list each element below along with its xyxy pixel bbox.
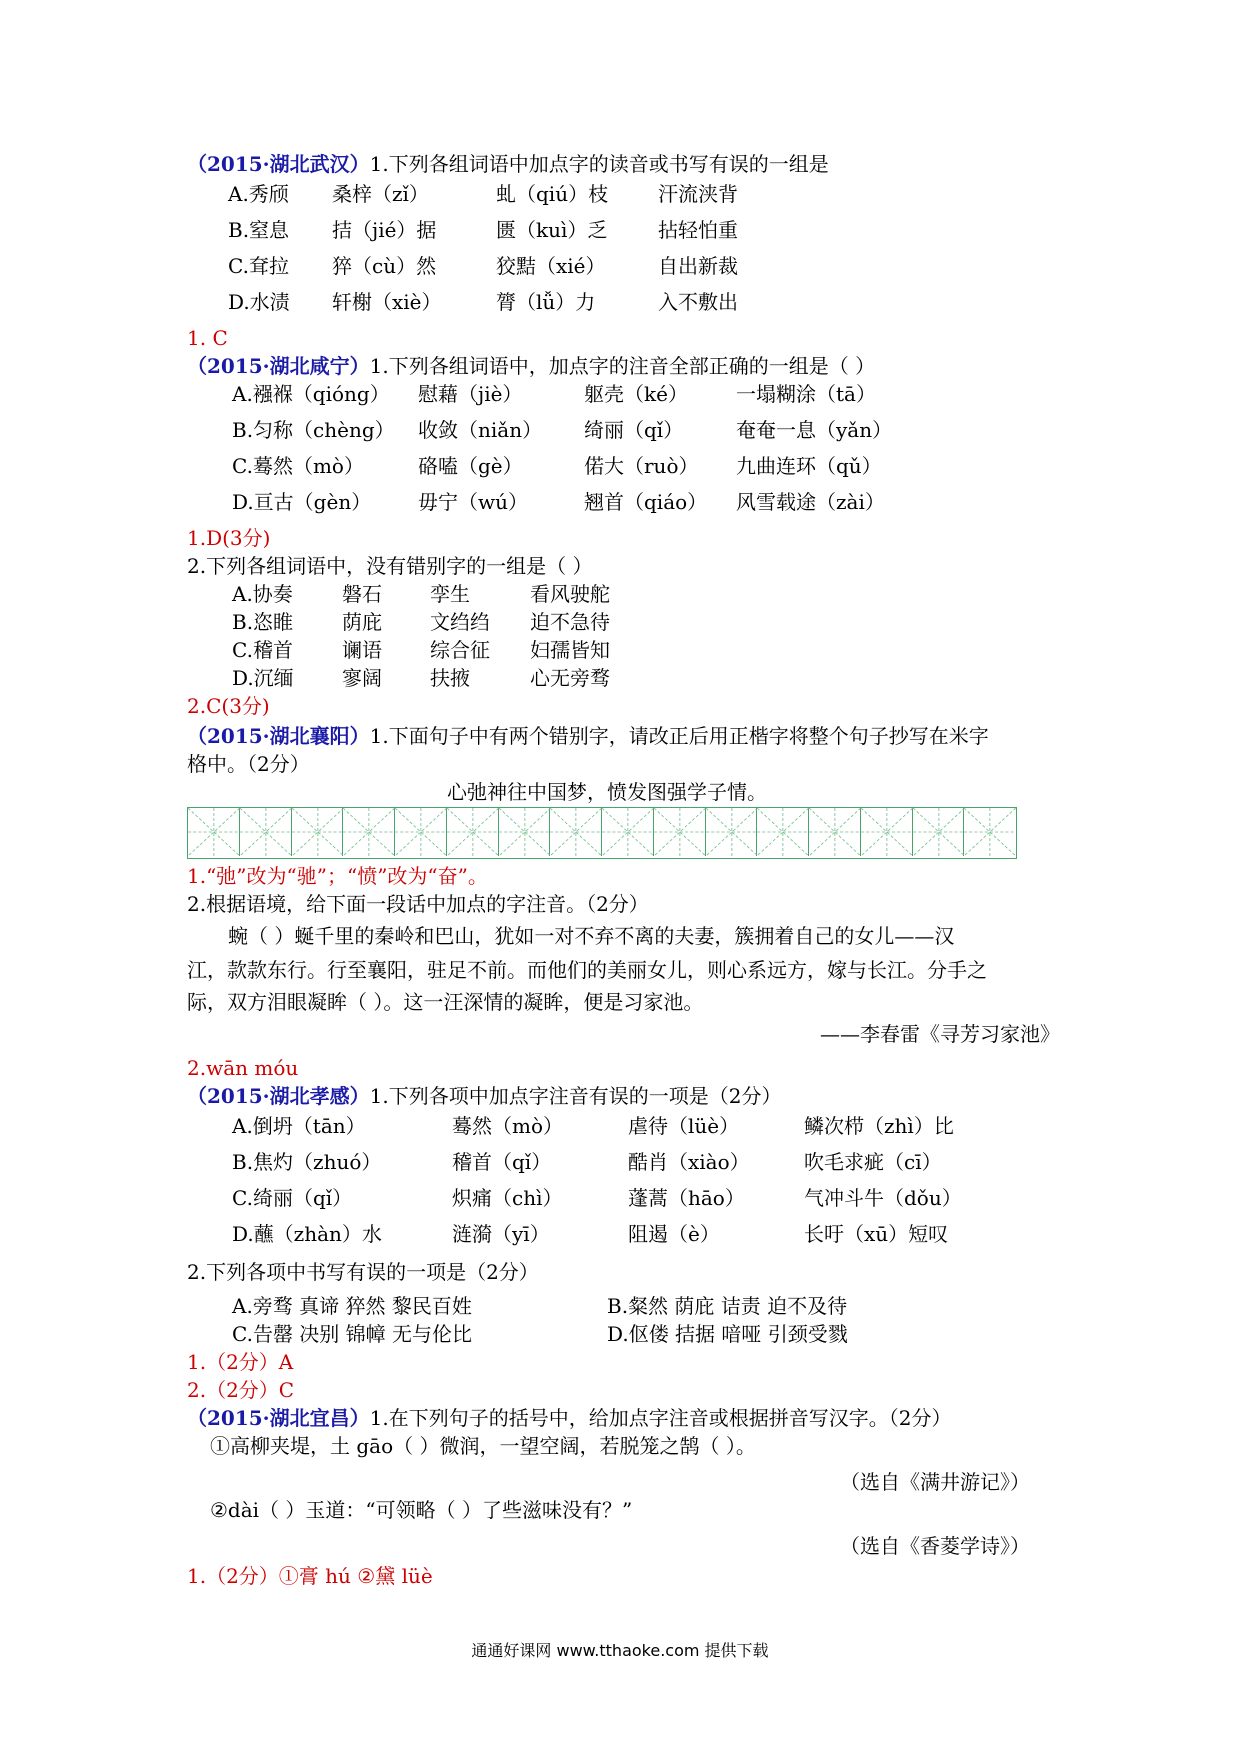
source-tag: （2015·湖北武汉） xyxy=(187,152,370,176)
option-cell: 猝（cù）然 xyxy=(332,254,437,278)
passage-line: 江，款款东行。行至襄阳，驻足不前。而他们的美丽女儿，则心系远方，嫁与长江。分手之 xyxy=(187,958,987,982)
question-text: 格中。（2分） xyxy=(187,752,310,776)
question-xianning-1 xyxy=(187,352,875,380)
option-cell: A.倒坍（tān） xyxy=(232,1114,366,1138)
option-cell: 荫庇 xyxy=(342,610,382,634)
option-cell: 收敛（niǎn） xyxy=(418,418,543,442)
option-cell: 文绉绉 xyxy=(430,610,490,634)
question-text: 2.下列各项中书写有误的一项是（2分） xyxy=(187,1260,539,1284)
question-xiaogan-1 xyxy=(187,1082,781,1110)
question-yichang-1 xyxy=(187,1404,951,1432)
grid-cell xyxy=(447,808,499,856)
grid-cell xyxy=(602,808,654,856)
option-cell: B.匀称（chèng） xyxy=(232,418,395,442)
option-cell: 酷肖（xiào） xyxy=(628,1150,750,1174)
passage-source: （选自《满井游记》） xyxy=(840,1470,1030,1494)
option-cell: 奄奄一息（yǎn） xyxy=(736,418,893,442)
question-text: 2.根据语境，给下面一段话中加点的字注音。（2分） xyxy=(187,892,649,916)
answer: 1.D(3分) xyxy=(187,526,271,550)
answer: 1.（2分）①膏 hú ②黛 lüè xyxy=(187,1564,433,1588)
option-cell: 轩榭（xiè） xyxy=(332,290,442,314)
grid-cell xyxy=(654,808,706,856)
grid-cell xyxy=(240,808,292,856)
option-cell: 妇孺皆知 xyxy=(530,638,610,662)
question-text: 1.下列各组词语中加点字的读音或书写有误的一组是 xyxy=(369,152,829,176)
passage-line: 蜿（ ）蜒千里的秦岭和巴山，犹如一对不弃不离的夫妻，簇拥着自己的女儿——汉 xyxy=(228,924,955,948)
grid-cell xyxy=(861,808,913,856)
option-cell: A.协奏 xyxy=(232,582,293,606)
option-cell: 偌大（ruò） xyxy=(584,454,699,478)
option-cell: 长吁（xū）短叹 xyxy=(804,1222,949,1246)
option-cell: 吹毛求疵（cī） xyxy=(804,1150,942,1174)
grid-cell xyxy=(395,808,447,856)
option-cell: 慰藉（jiè） xyxy=(418,382,523,406)
answer: 2.C(3分) xyxy=(187,694,270,718)
exercise-sentence: 心弛神往中国梦，愤发图强学子情。 xyxy=(447,780,767,804)
option-cell: 汗流浃背 xyxy=(658,182,738,206)
answer: 2.wān móu xyxy=(187,1056,299,1080)
source-tag: （2015·湖北孝感） xyxy=(187,1084,370,1108)
option-cell: B.焦灼（zhuó） xyxy=(232,1150,382,1174)
option-cell: 磐石 xyxy=(342,582,382,606)
option-cell: 拈轻怕重 xyxy=(658,218,738,242)
question-text: 1.下列各组词语中，加点字的注音全部正确的一组是（ ） xyxy=(369,354,876,378)
option-row: B.粲然 荫庇 诘责 迫不及待 xyxy=(607,1294,848,1318)
option-cell: 蓦然（mò） xyxy=(452,1114,564,1138)
grid-cell xyxy=(499,808,551,856)
page-footer: 通通好课网 www.tthaoke.com 提供下载 xyxy=(471,1641,769,1660)
option-cell: 入不敷出 xyxy=(658,290,738,314)
option-cell: 综合征 xyxy=(430,638,490,662)
option-cell: D.沉缅 xyxy=(232,666,294,690)
exercise-sentence: ①高柳夹堤，土 gāo（ ）微润，一望空阔，若脱笼之鹄（ ）。 xyxy=(210,1434,756,1458)
answer: 2.（2分）C xyxy=(187,1378,295,1402)
option-row: D.伛偻 拮据 喑哑 引颈受戮 xyxy=(607,1322,848,1346)
source-tag: （2015·湖北襄阳） xyxy=(187,724,370,748)
option-row: A.旁骛 真谛 猝然 黎民百姓 xyxy=(232,1294,472,1318)
option-cell: 炽痛（chì） xyxy=(452,1186,563,1210)
source-tag: （2015·湖北咸宁） xyxy=(187,354,370,378)
option-cell: 一塌糊涂（tā） xyxy=(736,382,876,406)
grid-cell xyxy=(343,808,395,856)
option-cell: 拮（jié）据 xyxy=(332,218,437,242)
question-xiangyang-1 xyxy=(187,722,989,750)
option-cell: D.蘸（zhàn）水 xyxy=(232,1222,382,1246)
option-cell: 九曲连环（qǔ） xyxy=(736,454,882,478)
option-cell: 膂（lǚ）力 xyxy=(496,290,596,314)
grid-cell xyxy=(757,808,809,856)
option-cell: 气冲斗牛（dǒu） xyxy=(804,1186,962,1210)
option-cell: 孪生 xyxy=(430,582,470,606)
option-cell: 看风驶舵 xyxy=(530,582,610,606)
grid-cell xyxy=(188,808,240,856)
option-cell: 绮丽（qǐ） xyxy=(584,418,684,442)
question-text: 1.下面句子中有两个错别字，请改正后用正楷字将整个句子抄写在米字 xyxy=(369,724,989,748)
question-text: 1.在下列句子的括号中，给加点字注音或根据拼音写汉字。（2分） xyxy=(369,1406,952,1430)
exercise-sentence: ②dài（ ）玉道：“可领略（ ）了些滋味没有？” xyxy=(210,1498,633,1522)
option-cell: 阻遏（è） xyxy=(628,1222,720,1246)
option-row: C.告罄 决别 锦幛 无与伦比 xyxy=(232,1322,473,1346)
option-cell: 谰语 xyxy=(342,638,382,662)
option-cell: C.绮丽（qǐ） xyxy=(232,1186,353,1210)
option-cell: 扶掖 xyxy=(430,666,470,690)
option-cell: 虬（qiú）枝 xyxy=(496,182,609,206)
passage-source: ——李春雷《寻芳习家池》 xyxy=(820,1022,1060,1046)
grid-cell xyxy=(292,808,344,856)
option-cell: D.水渍 xyxy=(228,290,290,314)
option-cell: 涟漪（yī） xyxy=(452,1222,550,1246)
option-cell: 蓬蒿（hāo） xyxy=(628,1186,745,1210)
option-cell: 心无旁骛 xyxy=(530,666,610,690)
question-wuhan-1 xyxy=(187,150,829,178)
option-cell: 翘首（qiáo） xyxy=(584,490,708,514)
rice-character-grid xyxy=(187,807,1017,859)
option-cell: 稽首（qǐ） xyxy=(452,1150,552,1174)
grid-cell xyxy=(706,808,758,856)
option-cell: 风雪载途（zài） xyxy=(736,490,885,514)
option-cell: 鳞次栉（zhì）比 xyxy=(804,1114,954,1138)
option-cell: 躯壳（ké） xyxy=(584,382,688,406)
question-text: 1.下列各项中加点字注音有误的一项是（2分） xyxy=(369,1084,782,1108)
passage-line: 际，双方泪眼凝眸（ ）。这一汪深情的凝眸，便是习家池。 xyxy=(187,990,704,1014)
grid-cell xyxy=(913,808,965,856)
answer: 1. C xyxy=(187,326,228,350)
question-text: 2.下列各组词语中，没有错别字的一组是（ ） xyxy=(187,554,593,578)
option-cell: D.亘古（gèn） xyxy=(232,490,372,514)
option-cell: 桑梓（zǐ） xyxy=(332,182,429,206)
option-cell: A.襁褓（qióng） xyxy=(232,382,390,406)
option-cell: A.秀颀 xyxy=(228,182,289,206)
grid-cell xyxy=(964,808,1016,856)
option-cell: 毋宁（wú） xyxy=(418,490,528,514)
option-cell: 匮（kuì）乏 xyxy=(496,218,608,242)
grid-cell xyxy=(809,808,861,856)
passage-source: （选自《香菱学诗》） xyxy=(840,1534,1030,1558)
option-cell: 自出新裁 xyxy=(658,254,738,278)
option-cell: C.蓦然（mò） xyxy=(232,454,364,478)
option-cell: C.耷拉 xyxy=(228,254,289,278)
option-cell: 迫不急待 xyxy=(530,610,610,634)
option-cell: 狡黠（xié） xyxy=(496,254,606,278)
source-tag: （2015·湖北宜昌） xyxy=(187,1406,370,1430)
option-cell: 虐待（lüè） xyxy=(628,1114,740,1138)
option-cell: C.稽首 xyxy=(232,638,293,662)
answer: 1.“弛”改为“驰”；“愤”改为“奋”。 xyxy=(187,864,488,888)
option-cell: 寥阔 xyxy=(342,666,382,690)
option-cell: 硌嗑（gè） xyxy=(418,454,523,478)
option-cell: B.恣睢 xyxy=(232,610,294,634)
option-cell: B.窒息 xyxy=(228,218,290,242)
grid-cell xyxy=(550,808,602,856)
answer: 1.（2分）A xyxy=(187,1350,294,1374)
